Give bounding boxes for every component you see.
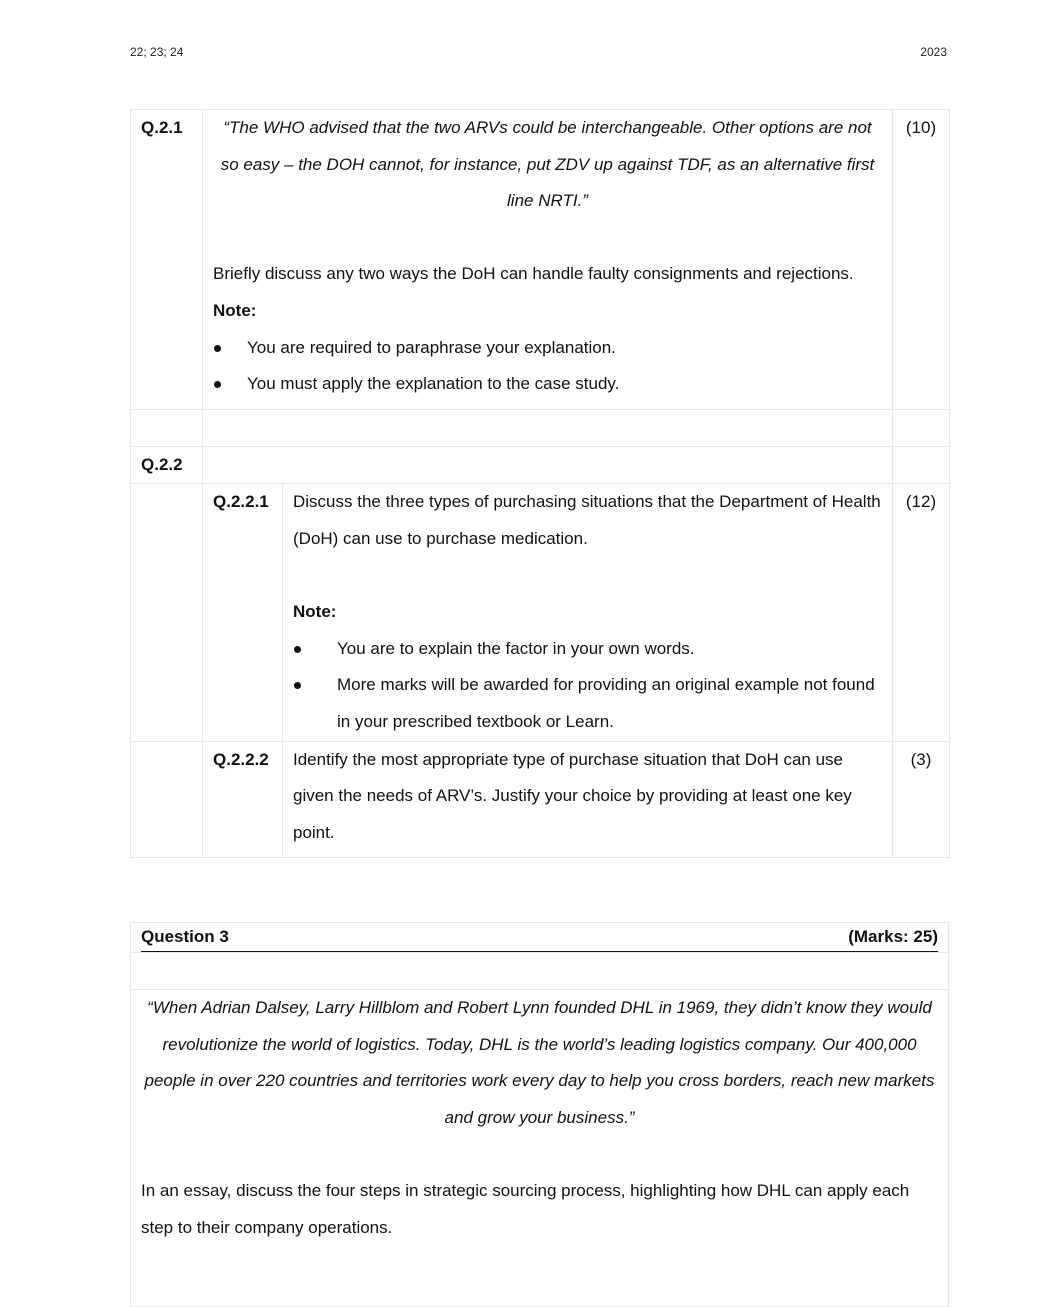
q21-question: Briefly discuss any two ways the DoH can handle faulty consignments and rejections.	[213, 264, 854, 284]
q222-question: Identify the most appropriate type of purchase situation that DoH can use given the needs of ARV’s. Justify your choice by providing at least one key point.	[293, 749, 852, 842]
q21-note-label: Note:	[213, 300, 257, 320]
spacer-row	[131, 409, 950, 446]
q3-question: In an essay, discuss the four steps in strategic sourcing process, highlighting how DHL can apply each step to their company operations.	[141, 1180, 910, 1237]
q222-row	[131, 741, 950, 858]
q3-header	[141, 923, 938, 952]
q3-body-row	[131, 990, 949, 1307]
list-item: You are to explain the factor in your own words.	[293, 631, 882, 668]
q221-row	[131, 484, 950, 741]
q21-quote: “The WHO advised that the two ARVs could be interchangeable. Other options are not so easy – the DOH cannot, for instance, put ZDV up against TDF, as an alternative first line NRTI.”	[220, 118, 875, 211]
q3-quote: “When Adrian Dalsey, Larry Hillblom and Robert Lynn founded DHL in 1969, they didn’t know they would revolutionize the world of logistics. Today, DHL is the world’s leading logistics company. Our 400,000 people in over 220 countries and territories work every day to help you cross borders, reach new markets and grow your business.”	[144, 998, 935, 1127]
q221-note-label: Note:	[293, 602, 337, 622]
q3-title: Question 3	[141, 927, 229, 946]
header-year: 2023	[920, 45, 947, 59]
q221-label: Q.2.2.1	[203, 484, 283, 741]
q221-content	[283, 484, 893, 741]
q222-label: Q.2.2.2	[203, 741, 283, 858]
spacer-row	[131, 953, 949, 990]
q21-note-list	[213, 330, 882, 403]
q21-label: Q.2.1	[131, 110, 203, 410]
q21-content	[203, 110, 893, 410]
list-item: More marks will be awarded for providing an original example not found in your prescribed textbook or Learn.	[293, 667, 882, 740]
q222-content	[283, 741, 893, 858]
q22-row	[131, 446, 950, 484]
q221-marks: (12)	[893, 484, 950, 741]
question-2-table	[130, 109, 950, 858]
q3-marks: (Marks: 25)	[848, 927, 938, 946]
q21-row	[131, 110, 950, 410]
list-item: You must apply the explanation to the case study.	[213, 366, 882, 403]
q222-marks: (3)	[893, 741, 950, 858]
q221-question: Discuss the three types of purchasing situations that the Department of Health (DoH) can use to purchase medication.	[293, 492, 881, 548]
q21-marks: (10)	[893, 110, 950, 410]
q22-label: Q.2.2	[131, 446, 203, 484]
question-3-table	[130, 922, 949, 1307]
header-left-text: 22; 23; 24	[130, 45, 184, 59]
q3-header-row	[131, 923, 949, 953]
q221-note-list	[293, 631, 882, 741]
list-item: You are required to paraphrase your explanation.	[213, 330, 882, 367]
